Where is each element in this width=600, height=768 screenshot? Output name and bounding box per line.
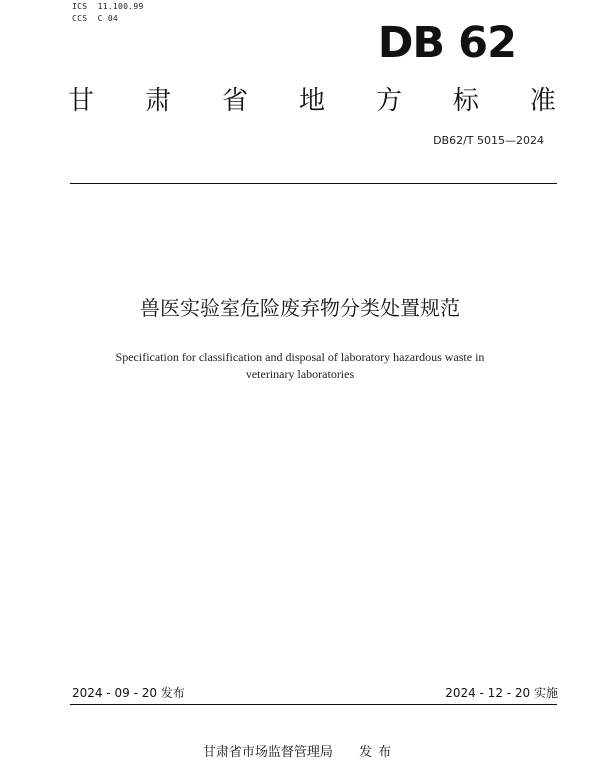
standard-type-heading bbox=[68, 83, 556, 119]
ics-code: ICS 11.100.99 bbox=[72, 2, 144, 11]
implementation-date: 2024 - 12 - 20 实施 bbox=[445, 686, 558, 700]
standard-type-char: 省 bbox=[221, 86, 248, 116]
standard-type-char: 准 bbox=[529, 86, 556, 116]
standard-type-char: 甘 bbox=[68, 86, 95, 116]
issuing-authority: 甘肃省市场监督管理局 bbox=[202, 745, 333, 760]
standard-type-char: 肃 bbox=[144, 86, 171, 116]
classification-codes bbox=[72, 1, 144, 25]
title-en-line: veterinary laboratories bbox=[245, 367, 355, 381]
top-divider bbox=[70, 183, 557, 184]
publisher-line bbox=[0, 744, 600, 762]
release-date: 2024 - 09 - 20 发布 bbox=[72, 686, 185, 700]
db-logo: DB 62 bbox=[377, 18, 516, 68]
issued-label: 发布 bbox=[359, 745, 398, 760]
document-title-cn: 兽医实验室危险废弃物分类处置规范 bbox=[140, 296, 460, 320]
standard-type-char: 方 bbox=[375, 86, 402, 116]
standard-type-char: 标 bbox=[452, 86, 479, 116]
date-row bbox=[72, 685, 558, 701]
document-title-en bbox=[80, 349, 520, 383]
bottom-divider bbox=[70, 704, 557, 705]
standard-number: DB62/T 5015—2024 bbox=[433, 134, 544, 147]
standard-type-char: 地 bbox=[298, 86, 325, 116]
ccs-code: CCS C 04 bbox=[72, 14, 119, 23]
title-en-line: Specification for classification and disposal of laboratory hazardous waste in bbox=[115, 350, 485, 364]
